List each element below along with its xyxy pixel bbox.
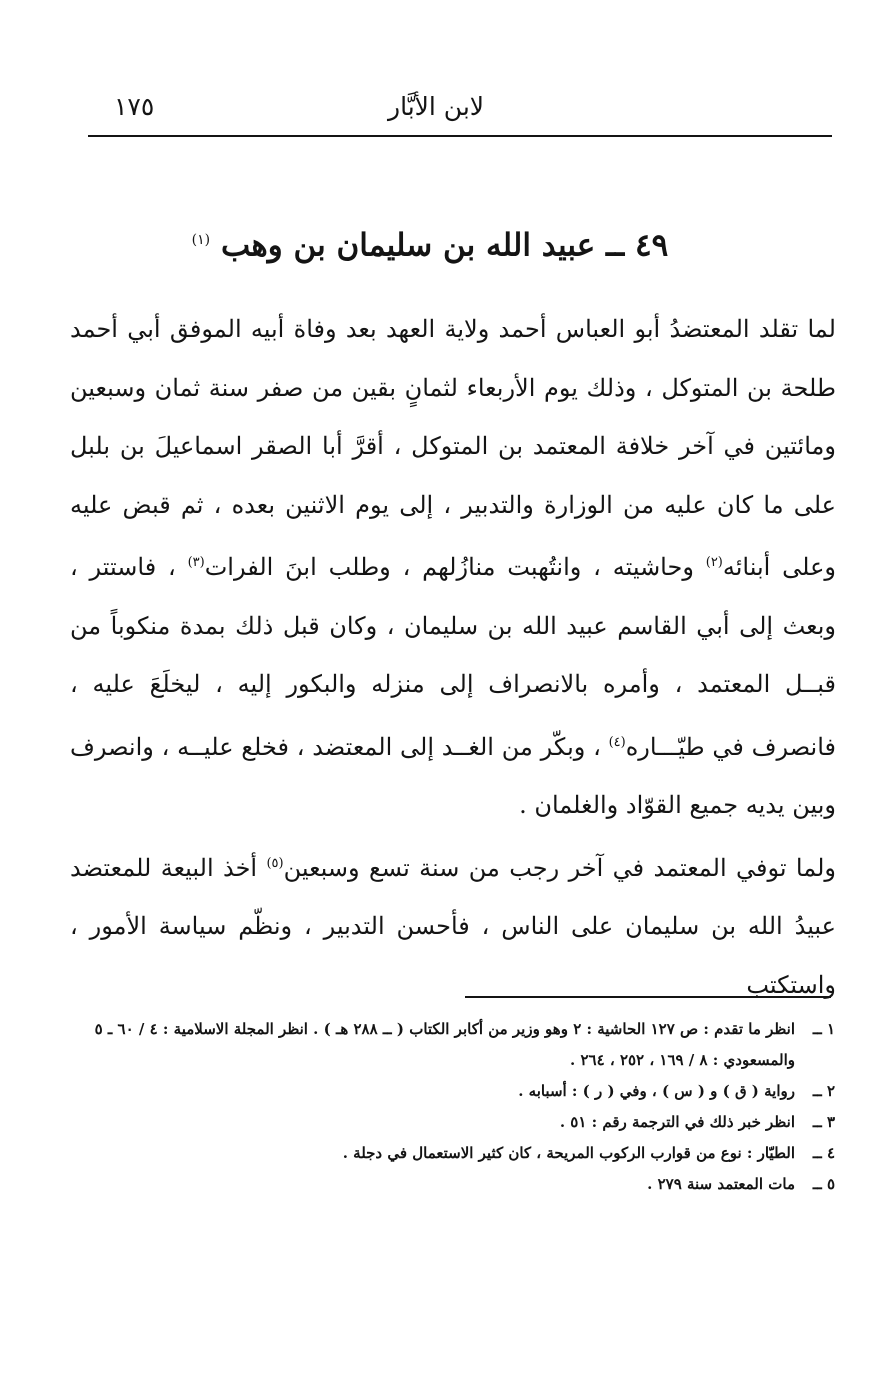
paragraph-1-text-b: وحاشيته ، وانتُهبت منازُلهم ، وطلب ابنَ الفرات (204, 553, 694, 581)
footnote-text: انظر خبر ذلك في الترجمة رقم : ٥١ . (559, 1113, 795, 1131)
footnote (75, 1107, 835, 1138)
entry-heading (150, 215, 710, 270)
footnote-text: الطيّار : نوع من قوارب الركوب المريحة ، كان كثير الاستعمال في دجلة . (342, 1144, 795, 1162)
footnote-marker-2: (٢) (705, 555, 723, 570)
body-text (70, 300, 836, 1014)
paragraph-2 (70, 835, 836, 1015)
paragraph-2-text-a: ولما توفي المعتمد في آخر رجب من سنة تسع وسبعين (283, 853, 836, 882)
footnote-number: ٥ ــ (812, 1175, 835, 1193)
footnote (75, 1169, 835, 1200)
footnote (75, 1076, 835, 1107)
paragraph-1-text-a: لما تقلد المعتضدُ أبو العباس أحمد ولاية العهد بعد وفاة أبيه الموفق أبي أحمد طلحة بن المتوكل ، وذلك يوم الأربعاء لثمانٍ بقين من صفر سنة ثمان وسبعين ومائتين في آخر خلافة المعتمد بن المتوكل ، أقرَّ أبا الصقر اسماعيلَ بن بلبل على ما كان عليه من الوزارة والتدبير ، إلى يوم الاثنين بعده ، ثم قبض عليه وعلى أبنائه (70, 315, 836, 581)
paragraph-2-text-b: أخذ البيعة للمعتضد عبيدُ الله بن سليمان على الناس ، فأحسن التدبير ، ونظّم سياسة الأمور ، واستكتب (70, 853, 836, 999)
footnote-number: ٤ ــ (812, 1144, 835, 1162)
entry-heading-text: ٤٩ ــ عبيد الله بن سليمان بن وهب (220, 227, 669, 264)
paragraph-1 (70, 300, 836, 835)
header-divider (88, 135, 832, 137)
footnote-text: رواية ( ق ) و ( س ) ، وفي ( ر ) : أسبابه . (518, 1082, 795, 1100)
footnote-text: انظر ما تقدم : ص ١٢٧ الحاشية : ٢ وهو وزير من أكابر الكتاب ( ــ ٢٨٨ هـ ) . انظر المجلة الاسلامية : ٤ / ٦٠ ـ ٥ والمسعودي : ٨ / ١٦٩ ، ٢٥٢ ، ٢٦٤ . (94, 1020, 795, 1069)
footnote (75, 1138, 835, 1169)
footnote-number: ١ ــ (812, 1020, 835, 1038)
footnote-marker-5: (٥) (266, 855, 284, 871)
footnote (75, 1014, 835, 1076)
paragraph-1-text-d: ، وبكّر من الغــد إلى المعتضد ، فخلع عليــه ، وانصرف وبين يديه جميع القوّاد والغلمان . (70, 732, 836, 819)
paragraph-1-text-c: ، فاستتر ، وبعث إلى أبي القاسم عبيد الله بن سليمان ، وكان قبل ذلك بمدة منكوباً من قبــل المعتمد ، وأمره بالانصراف إلى منزله والبكور إليه ، ليخلَعَ عليه ، فانصرف في طيّـــاره (70, 553, 837, 761)
footnote-number: ٣ ــ (812, 1113, 835, 1131)
running-header-title: لابن الأبَّار (388, 92, 485, 121)
entry-heading-footnote-marker: (١) (191, 232, 211, 248)
footnote-number: ٢ ــ (812, 1082, 835, 1100)
footnotes (75, 1014, 835, 1200)
running-header (88, 80, 832, 130)
footnote-divider (465, 996, 831, 998)
footnote-text: مات المعتمد سنة ٢٧٩ . (647, 1175, 795, 1193)
footnote-marker-4: (٤) (608, 734, 626, 750)
page-number: ١٧٥ (114, 92, 155, 121)
footnote-marker-3: (٣) (187, 555, 205, 570)
